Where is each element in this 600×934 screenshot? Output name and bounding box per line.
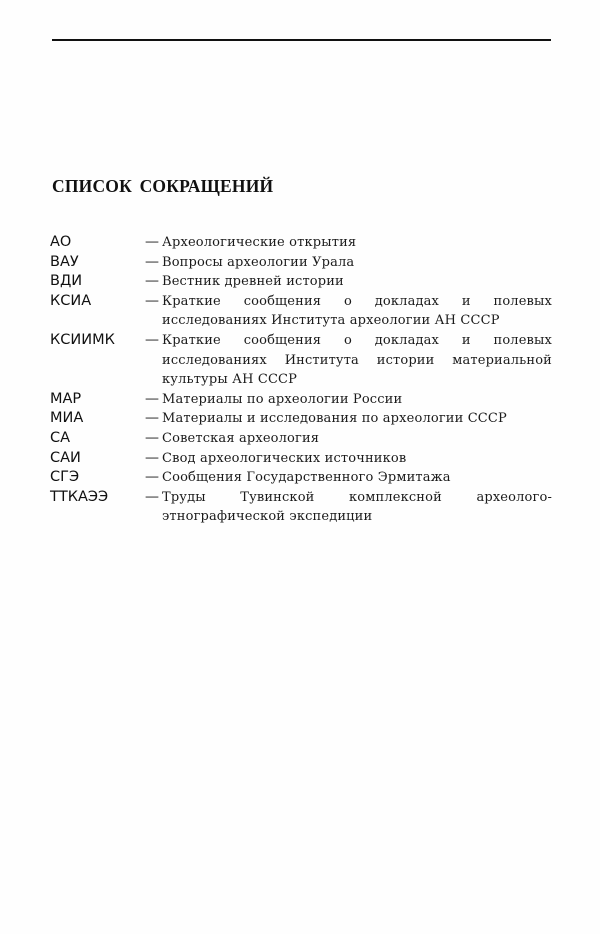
abbreviations-list [50, 233, 552, 527]
abbreviation-definition: Краткие сообщения о докладах и полевых исследованиях Института истории материальной культуры АН СССР [162, 332, 552, 388]
abbreviation-term: КСИА [50, 292, 92, 309]
top-horizontal-rule [52, 39, 551, 41]
abbreviation-definition: Вестник древней истории [162, 274, 344, 290]
abbreviation-entry [50, 429, 552, 449]
em-dash: — [145, 469, 159, 486]
abbreviation-entry [50, 233, 552, 253]
abbreviation-entry [50, 390, 552, 410]
abbreviation-term: КСИИМК [50, 331, 115, 348]
em-dash: — [145, 390, 159, 407]
abbreviation-entry [50, 331, 552, 390]
abbreviation-term: СГЭ [50, 469, 80, 486]
abbreviation-definition: Вопросы археологии Урала [162, 254, 355, 270]
abbreviation-entry [50, 272, 552, 292]
em-dash: — [145, 273, 159, 290]
em-dash: — [145, 429, 159, 446]
abbreviation-definition: Сообщения Государственного Эрмитажа [162, 470, 451, 486]
em-dash: — [145, 234, 159, 250]
abbreviation-term: АО [50, 234, 72, 250]
abbreviation-entry [50, 468, 552, 488]
abbreviation-definition: Материалы и исследования по археологии СССР [162, 411, 507, 427]
em-dash: — [145, 410, 159, 427]
abbreviation-entry [50, 253, 552, 273]
em-dash: — [145, 253, 159, 270]
em-dash: — [145, 292, 159, 309]
abbreviation-entry [50, 409, 552, 429]
abbreviation-entry [50, 292, 552, 331]
abbreviation-entry [50, 449, 552, 469]
abbreviation-term: СА [50, 429, 71, 446]
abbreviation-term: МИА [50, 410, 84, 427]
abbreviation-term: ВАУ [50, 253, 79, 270]
em-dash: — [145, 488, 159, 505]
abbreviation-term: ВДИ [50, 273, 83, 290]
abbreviation-entry [50, 488, 552, 527]
abbreviation-definition: Советская археология [162, 430, 320, 446]
abbreviation-definition: Свод археологических источников [162, 450, 407, 466]
abbreviation-definition: Материалы по археологии России [162, 391, 403, 407]
page-title: СПИСОК СОКРАЩЕНИЙ [52, 176, 274, 196]
abbreviation-definition: Археологические открытия [162, 235, 357, 250]
em-dash: — [145, 449, 159, 466]
abbreviation-term: МАР [50, 390, 82, 407]
abbreviation-definition: Краткие сообщения о докладах и полевых исследованиях Института археологии АН СССР [162, 293, 552, 329]
abbreviation-term: САИ [50, 449, 81, 466]
em-dash: — [145, 331, 159, 348]
abbreviation-definition: Труды Тувинской комплексной археолого-этнографической экспедиции [162, 489, 552, 525]
abbreviation-term: ТТКАЭЭ [50, 488, 109, 505]
